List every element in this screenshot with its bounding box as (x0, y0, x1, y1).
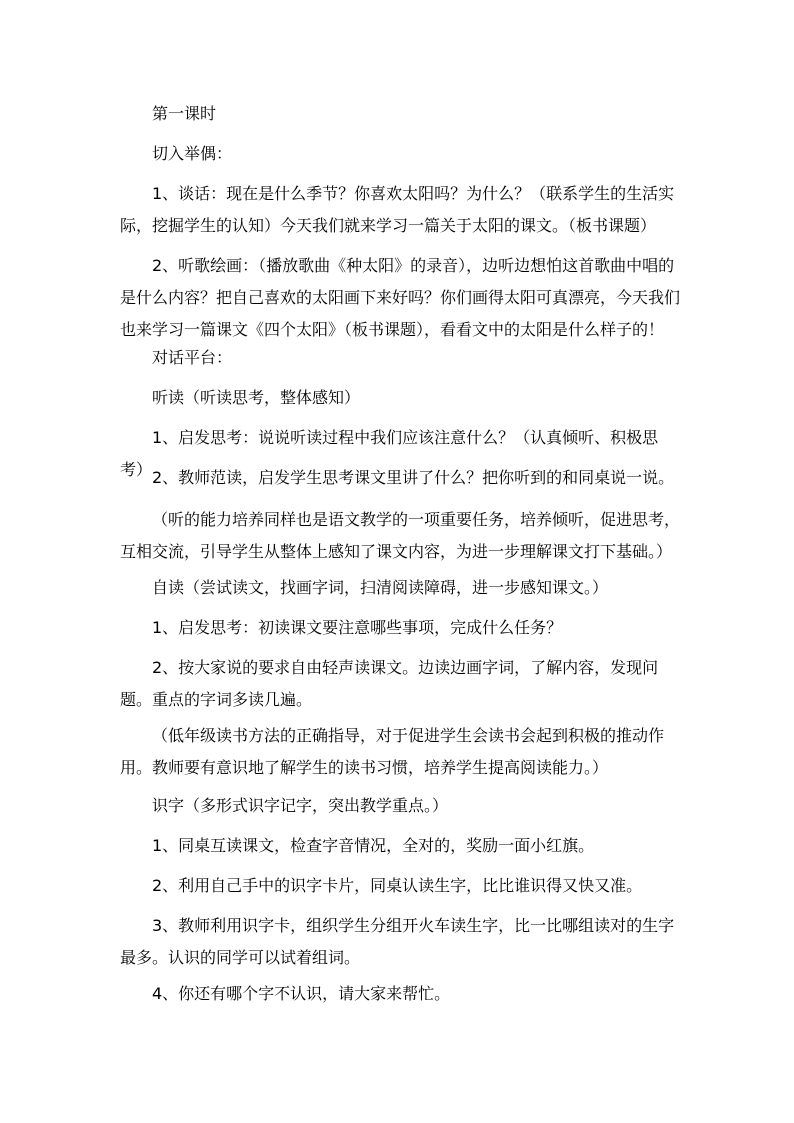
paragraph-listen-2: 2、教师范读，启发学生思考课文里讲了什么？把你听到的和同桌说一说。 (152, 468, 675, 487)
paragraph-self-read-1: 1、启发思考：初读课文要注意哪些事项，完成什么任务？ (152, 618, 563, 637)
paragraph-self-read-note: （低年级读书方法的正确指导，对于促进学生会读书会起到积极的推动作用。教师要有意识地了解学生的读书习惯，培养学生提高阅读能力。） (120, 726, 665, 777)
paragraph-literacy-1: 1、同桌互读课文，检查字音情况，全对的，奖励一面小红旗。 (152, 836, 595, 855)
lesson-heading: 第一课时 (152, 104, 217, 123)
paragraph-listen-1: 1、启发思考：说说听读过程中我们应该注意什么？（认真倾听、积极思考） (120, 428, 659, 479)
paragraph-song-drawing: 2、听歌绘画：（播放歌曲《种太阳》的录音），边听边想怕这首歌曲中唱的是什么内容？把自己喜欢的太阳画下来好吗？你们画得太阳可真漂亮，今天我们也来学习一篇课文《四个太阳》（板书课题），看看文中的太阳是什么样子的！ (120, 256, 681, 339)
section-heading-listen-read: 听读（听读思考，整体感知） (152, 388, 361, 407)
paragraph-literacy-3: 3、教师利用识字卡，组织学生分组开火车读生字，比一比哪组读对的生字最多。认识的同学可以试着组词。 (120, 916, 675, 967)
section-heading-self-read: 自读（尝试读文，找画字词，扫清阅读障碍，进一步感知课文。） (152, 578, 609, 597)
paragraph-literacy-2: 2、利用自己手中的识字卡片，同桌认读生字，比比谁识得又快又准。 (152, 876, 643, 895)
paragraph-talk: 1、谈话：现在是什么季节？你喜欢太阳吗？为什么？（联系学生的生活实际，挖掘学生的认知）今天我们就来学习一篇关于太阳的课文。（板书课题） (120, 184, 675, 235)
section-heading-intro: 切入举偶： (152, 144, 233, 163)
section-heading-literacy: 识字（多形式识字记字，突出教学重点。） (152, 796, 449, 815)
paragraph-listen-note: （听的能力培养同样也是语文教学的一项重要任务，培养倾听，促进思考，互相交流，引导学生从整体上感知了课文内容，为进一步理解课文打下基础。） (120, 510, 681, 561)
paragraph-literacy-4: 4、你还有哪个字不认识，请大家来帮忙。 (152, 984, 451, 1003)
paragraph-self-read-2: 2、按大家说的要求自由轻声读课文。边读边画字词，了解内容，发现问题。重点的字词多读几遍。 (120, 658, 659, 709)
section-heading-dialogue: 对话平台： (152, 348, 233, 367)
